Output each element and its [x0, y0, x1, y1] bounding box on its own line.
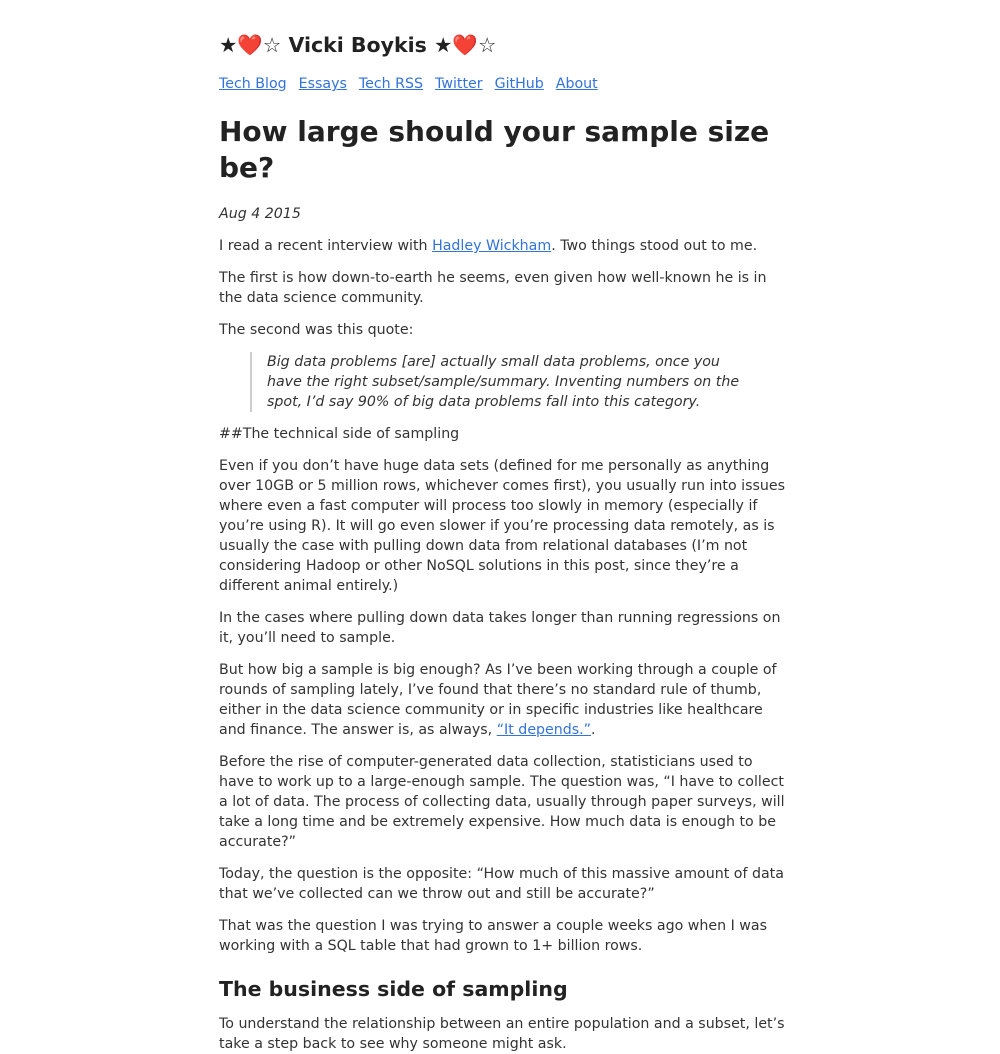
- paragraph: That was the question I was trying to answer a couple weeks ago when I was working with a SQL table that had grown to 1+ billion rows.: [219, 918, 767, 954]
- paragraph: [219, 660, 785, 740]
- paragraph-text: .: [591, 722, 596, 738]
- nav-link-essays[interactable]: Essays: [298, 76, 347, 92]
- nav-link-github[interactable]: GitHub: [494, 76, 544, 92]
- nav-link-tech-rss[interactable]: Tech RSS: [358, 76, 424, 92]
- quote-text: Big data problems [are] actually small data problems, once you have the right subset/sample/summary. Inventing numbers on the spot, I’d say 90% of big data problems fall into this category.: [267, 354, 740, 410]
- star-icon: ★: [219, 33, 238, 57]
- star-outline-icon: ☆: [477, 33, 497, 57]
- paragraph: Before the rise of computer-generated data collection, statisticians used to have to work up to a large-enough sample. The question was, “I have to collect a lot of data. The process of collecting data, usually through paper surveys, will take a long time and be extremely expensive. How much data is enough to be accurate?”: [219, 754, 785, 850]
- it-depends-link[interactable]: “It depends.”: [496, 722, 592, 738]
- nav-link-tech-blog[interactable]: Tech Blog: [219, 76, 287, 92]
- nav-link-about[interactable]: About: [555, 76, 598, 92]
- paragraph: Even if you don’t have huge data sets (defined for me personally as anything over 10GB or 5 million rows, whichever comes first), you usually run into issues where even a fast computer will process too slowly in memory (especially if you’re using R). It will go even slower if you’re processing data remotely, as is usually the case with pulling down data from relational databases (I’m not considering Hadoop or other NoSQL solutions in this post, since they’re a different animal entirely.): [219, 458, 786, 594]
- post-title: How large should your sample size be?: [219, 115, 770, 184]
- paragraph: In the cases where pulling down data takes longer than running regressions on it, you’ll need to sample.: [219, 610, 781, 646]
- heart-icon: ❤️: [452, 33, 478, 57]
- paragraph-text: I read a recent interview with: [219, 238, 433, 254]
- site-title[interactable]: [219, 32, 496, 58]
- post-article: [219, 110, 785, 1054]
- site-name[interactable]: Vicki Boykis: [288, 33, 427, 57]
- paragraph: [219, 236, 785, 256]
- section-heading: The business side of sampling: [219, 977, 568, 1001]
- star-outline-icon: ☆: [262, 33, 282, 57]
- nav-link-twitter[interactable]: Twitter: [435, 76, 483, 92]
- hadley-wickham-link[interactable]: Hadley Wickham: [432, 238, 552, 254]
- blockquote: [250, 352, 747, 412]
- paragraph-text: . Two things stood out to me.: [551, 238, 758, 254]
- paragraph: To understand the relationship between an entire population and a subset, let’s take a step back to see why someone might ask.: [219, 1016, 785, 1052]
- paragraph-text: But how big a sample is big enough? As I’ve been working through a couple of rounds of sampling lately, I’ve found that there’s no standard rule of thumb, either in the data science community or in specific industries like healthcare and finance. The answer is, as always,: [219, 662, 777, 738]
- heart-icon: ❤️: [237, 33, 263, 57]
- main-nav: [219, 74, 610, 94]
- paragraph: The first is how down-to-earth he seems, even given how well-known he is in the data science community.: [219, 270, 767, 306]
- paragraph: ##The technical side of sampling: [219, 426, 460, 442]
- paragraph: The second was this quote:: [219, 322, 414, 338]
- star-icon: ★: [434, 33, 453, 57]
- post-date: Aug 4 2015: [219, 206, 301, 222]
- paragraph: Today, the question is the opposite: “How much of this massive amount of data that we’ve collected can we throw out and still be accurate?”: [219, 866, 784, 902]
